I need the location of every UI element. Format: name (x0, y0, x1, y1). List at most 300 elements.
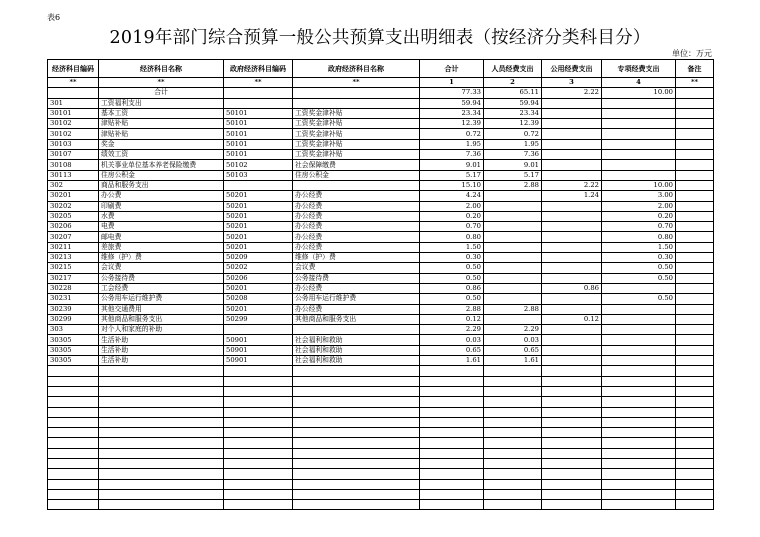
table-cell: 2.29 (420, 325, 484, 335)
table-cell (293, 489, 420, 499)
table-cell (99, 366, 224, 376)
table-cell (676, 232, 714, 242)
table-cell: 住房公积金 (293, 170, 420, 180)
table-row (48, 314, 714, 324)
table-cell (420, 458, 484, 468)
table-cell: 12.39 (484, 119, 542, 129)
table-cell (602, 438, 676, 448)
table-cell (48, 397, 99, 407)
col-header-econ-name: 经济科目名称 (99, 60, 224, 78)
table-cell (293, 479, 420, 489)
table-cell (542, 150, 602, 160)
table-cell: 50101 (224, 139, 293, 149)
table-cell (676, 386, 714, 396)
table-cell (484, 479, 542, 489)
table-row (48, 304, 714, 314)
col-header-remark: 备注 (676, 60, 714, 78)
table-cell: 50299 (224, 314, 293, 324)
table-cell: 工资奖金津补贴 (293, 108, 420, 118)
table-cell (676, 397, 714, 407)
table-cell: 0.50 (602, 294, 676, 304)
table-cell (542, 458, 602, 468)
table-cell (420, 397, 484, 407)
table-cell (676, 458, 714, 468)
table-cell: 印刷费 (99, 201, 224, 211)
table-cell: 办公经费 (293, 222, 420, 232)
table-cell (602, 98, 676, 108)
table-cell: 0.50 (420, 273, 484, 283)
table-cell (484, 273, 542, 283)
table-cell (484, 458, 542, 468)
table-cell (676, 407, 714, 417)
table-cell: 50901 (224, 356, 293, 366)
table-cell (484, 294, 542, 304)
table-cell (99, 489, 224, 499)
table-row (48, 376, 714, 386)
budget-table (47, 59, 714, 510)
table-cell: 0.65 (420, 345, 484, 355)
table-cell: 30202 (48, 201, 99, 211)
table-cell (602, 500, 676, 510)
table-cell (99, 386, 224, 396)
table-cell: 30299 (48, 314, 99, 324)
table-cell (484, 428, 542, 438)
table-row (48, 397, 714, 407)
table-cell (420, 489, 484, 499)
table-cell (676, 263, 714, 273)
table-cell (676, 160, 714, 170)
table-cell: 50102 (224, 160, 293, 170)
table-cell: 30211 (48, 242, 99, 252)
table-cell (224, 366, 293, 376)
table-cell: 社会福利和救助 (293, 345, 420, 355)
total-row (48, 88, 714, 98)
table-cell: 50201 (224, 283, 293, 293)
table-cell: 0.50 (602, 263, 676, 273)
table-cell (542, 129, 602, 139)
table-cell: 基本工资 (99, 108, 224, 118)
table-cell (676, 304, 714, 314)
table-row (48, 180, 714, 190)
table-cell (676, 325, 714, 335)
table-cell (602, 386, 676, 396)
table-cell (676, 283, 714, 293)
table-cell: 2.29 (484, 325, 542, 335)
table-cell: 30305 (48, 335, 99, 345)
table-cell (602, 428, 676, 438)
table-cell (420, 407, 484, 417)
table-cell (676, 180, 714, 190)
table-cell: 0.20 (420, 211, 484, 221)
table-cell (676, 489, 714, 499)
table-cell: 商品和服务支出 (99, 180, 224, 190)
table-cell (484, 397, 542, 407)
table-cell (676, 345, 714, 355)
table-cell: 30231 (48, 294, 99, 304)
table-cell: 50209 (224, 253, 293, 263)
table-row (48, 108, 714, 118)
table-row (48, 469, 714, 479)
table-cell: 30239 (48, 304, 99, 314)
table-cell (542, 119, 602, 129)
table-cell (676, 335, 714, 345)
table-cell (293, 417, 420, 427)
table-cell (542, 170, 602, 180)
table-cell: 对个人和家庭的补助 (99, 325, 224, 335)
col-header-special: 专项经费支出 (602, 60, 676, 78)
table-cell (542, 489, 602, 499)
table-cell (224, 500, 293, 510)
table-cell (676, 448, 714, 458)
table-cell (676, 211, 714, 221)
table-cell: 维修（护）费 (293, 253, 420, 263)
table-cell (224, 438, 293, 448)
table-cell (542, 325, 602, 335)
table-cell: 10.00 (602, 180, 676, 190)
table-row (48, 232, 714, 242)
table-cell: 工资奖金津补贴 (293, 129, 420, 139)
table-cell (676, 242, 714, 252)
table-cell (676, 356, 714, 366)
table-cell: 2.88 (484, 180, 542, 190)
table-cell (676, 253, 714, 263)
table-row (48, 253, 714, 263)
table-cell: 办公费 (99, 191, 224, 201)
table-cell: 办公经费 (293, 201, 420, 211)
table-cell: 50101 (224, 119, 293, 129)
table-cell (676, 294, 714, 304)
table-cell: 5.17 (484, 170, 542, 180)
table-cell (99, 469, 224, 479)
table-cell: ** (99, 78, 224, 88)
table-cell: 0.12 (420, 314, 484, 324)
sheet-tag: 表6 (47, 13, 61, 22)
table-cell: 12.39 (420, 119, 484, 129)
table-cell (484, 438, 542, 448)
table-cell (484, 253, 542, 263)
table-cell: 30217 (48, 273, 99, 283)
table-cell (99, 448, 224, 458)
table-cell (420, 479, 484, 489)
table-cell (676, 469, 714, 479)
table-cell (676, 479, 714, 489)
table-cell: 办公经费 (293, 211, 420, 221)
table-row (48, 366, 714, 376)
table-cell: 0.30 (420, 253, 484, 263)
table-cell (484, 263, 542, 273)
table-cell (420, 376, 484, 386)
table-cell (224, 458, 293, 468)
table-row (48, 448, 714, 458)
table-cell: 2.88 (484, 304, 542, 314)
table-cell: ** (48, 78, 99, 88)
table-cell (602, 170, 676, 180)
table-cell (676, 129, 714, 139)
table-cell: 50101 (224, 129, 293, 139)
table-cell: 59.94 (420, 98, 484, 108)
table-cell: 0.70 (602, 222, 676, 232)
table-cell: 公务用车运行维护费 (99, 294, 224, 304)
table-cell (293, 448, 420, 458)
table-cell (48, 500, 99, 510)
table-cell (484, 366, 542, 376)
header-row (48, 60, 714, 78)
table-cell (293, 397, 420, 407)
table-cell: 50201 (224, 191, 293, 201)
table-cell (484, 448, 542, 458)
table-cell: 50103 (224, 170, 293, 180)
table-cell (542, 386, 602, 396)
table-cell (224, 407, 293, 417)
table-cell (484, 242, 542, 252)
table-cell: 社会保障缴费 (293, 160, 420, 170)
table-cell (99, 438, 224, 448)
table-cell: 机关事业单位基本养老保险缴费 (99, 160, 224, 170)
table-cell: 0.86 (420, 283, 484, 293)
table-cell (542, 263, 602, 273)
table-row (48, 407, 714, 417)
table-cell: 工资奖金津补贴 (293, 150, 420, 160)
col-header-econ-code: 经济科目编码 (48, 60, 99, 78)
table-cell (99, 417, 224, 427)
table-cell (676, 500, 714, 510)
table-cell (99, 397, 224, 407)
table-cell (602, 345, 676, 355)
table-cell (542, 397, 602, 407)
table-cell (602, 314, 676, 324)
table-cell: 1.61 (420, 356, 484, 366)
table-cell (542, 232, 602, 242)
table-cell (420, 448, 484, 458)
table-cell (676, 222, 714, 232)
table-cell: 50901 (224, 345, 293, 355)
table-cell: 津贴补贴 (99, 119, 224, 129)
table-cell: 1.61 (484, 356, 542, 366)
table-cell (293, 469, 420, 479)
table-cell: 30103 (48, 139, 99, 149)
table-cell (602, 407, 676, 417)
table-cell: 303 (48, 325, 99, 335)
table-cell (602, 417, 676, 427)
table-cell: 50201 (224, 242, 293, 252)
table-cell (676, 314, 714, 324)
table-cell: 30228 (48, 283, 99, 293)
table-cell (484, 201, 542, 211)
table-cell: 0.03 (420, 335, 484, 345)
table-row (48, 458, 714, 468)
table-cell: 50201 (224, 201, 293, 211)
table-cell (484, 417, 542, 427)
table-cell: ** (293, 78, 420, 88)
table-cell (99, 428, 224, 438)
table-cell (542, 448, 602, 458)
table-cell: 30101 (48, 108, 99, 118)
table-cell (542, 345, 602, 355)
table-cell (420, 366, 484, 376)
table-cell (484, 376, 542, 386)
table-cell (224, 469, 293, 479)
table-cell (542, 438, 602, 448)
table-cell (484, 232, 542, 242)
table-cell: 0.03 (484, 335, 542, 345)
table-cell (602, 356, 676, 366)
table-cell (542, 479, 602, 489)
table-cell: 9.01 (420, 160, 484, 170)
table-cell (293, 458, 420, 468)
table-cell (48, 438, 99, 448)
table-cell: 65.11 (484, 88, 542, 98)
table-cell (420, 428, 484, 438)
table-cell: 会议费 (99, 263, 224, 273)
table-cell: 工资奖金津补贴 (293, 119, 420, 129)
table-cell: 2.22 (542, 180, 602, 190)
table-cell (542, 253, 602, 263)
table-cell (99, 376, 224, 386)
table-cell: 302 (48, 180, 99, 190)
table-cell: 0.50 (420, 263, 484, 273)
table-cell: 30102 (48, 119, 99, 129)
table-cell: 2.00 (420, 201, 484, 211)
col-header-public: 公用经费支出 (542, 60, 602, 78)
table-cell: 1.95 (420, 139, 484, 149)
table-cell (676, 191, 714, 201)
table-row (48, 428, 714, 438)
table-row (48, 150, 714, 160)
table-cell: 1.95 (484, 139, 542, 149)
table-cell (293, 366, 420, 376)
table-cell (48, 88, 99, 98)
table-cell (676, 428, 714, 438)
table-cell: 30207 (48, 232, 99, 242)
table-cell (676, 376, 714, 386)
table-cell: 0.65 (484, 345, 542, 355)
table-cell: 0.86 (542, 283, 602, 293)
table-cell: 1.24 (542, 191, 602, 201)
table-cell: 30215 (48, 263, 99, 273)
table-cell (676, 201, 714, 211)
table-cell (48, 428, 99, 438)
table-cell: 差旅费 (99, 242, 224, 252)
table-cell: 生活补助 (99, 356, 224, 366)
table-cell: 30113 (48, 170, 99, 180)
table-row (48, 160, 714, 170)
table-cell: 50201 (224, 232, 293, 242)
table-cell (48, 366, 99, 376)
table-cell (293, 386, 420, 396)
table-cell: 30201 (48, 191, 99, 201)
table-cell: 0.80 (420, 232, 484, 242)
table-cell (293, 376, 420, 386)
table-cell (602, 150, 676, 160)
table-cell (48, 448, 99, 458)
table-cell (484, 222, 542, 232)
table-cell: 工资奖金津补贴 (293, 139, 420, 149)
index-row (48, 78, 714, 88)
table-cell: 30107 (48, 150, 99, 160)
table-row (48, 139, 714, 149)
table-cell (99, 479, 224, 489)
table-cell: 2.22 (542, 88, 602, 98)
table-row (48, 211, 714, 221)
table-cell: 0.50 (602, 273, 676, 283)
table-cell (224, 479, 293, 489)
table-cell (602, 469, 676, 479)
table-cell (676, 108, 714, 118)
table-cell (676, 139, 714, 149)
col-header-personnel: 人员经费支出 (484, 60, 542, 78)
table-row (48, 119, 714, 129)
table-cell (293, 180, 420, 190)
table-cell: 77.33 (420, 88, 484, 98)
table-cell: 公务接待费 (293, 273, 420, 283)
table-cell: 15.10 (420, 180, 484, 190)
table-cell (420, 438, 484, 448)
table-cell (676, 98, 714, 108)
table-cell: 23.34 (420, 108, 484, 118)
table-cell (484, 469, 542, 479)
table-cell: 水费 (99, 211, 224, 221)
table-cell (542, 98, 602, 108)
table-cell (484, 489, 542, 499)
table-cell: 50101 (224, 108, 293, 118)
table-cell (293, 88, 420, 98)
table-cell: 301 (48, 98, 99, 108)
table-cell: 50201 (224, 304, 293, 314)
table-row (48, 283, 714, 293)
table-cell: 工会经费 (99, 283, 224, 293)
table-cell: 生活补助 (99, 335, 224, 345)
table-cell: 4 (602, 78, 676, 88)
table-cell: 2 (484, 78, 542, 88)
table-cell: ** (676, 78, 714, 88)
table-cell (484, 283, 542, 293)
table-cell: 1.50 (602, 242, 676, 252)
table-cell (99, 500, 224, 510)
table-cell (602, 489, 676, 499)
table-cell (224, 428, 293, 438)
table-cell: 公务用车运行维护费 (293, 294, 420, 304)
table-cell (293, 407, 420, 417)
table-cell: 7.36 (420, 150, 484, 160)
table-cell (224, 180, 293, 190)
table-cell (676, 366, 714, 376)
table-row (48, 191, 714, 201)
table-cell (224, 98, 293, 108)
page-title: 2019年部门综合预算一般公共预算支出明细表（按经济分类科目分） (109, 28, 651, 48)
col-header-gov-code: 政府经济科目编码 (224, 60, 293, 78)
table-cell (224, 489, 293, 499)
table-cell: 23.34 (484, 108, 542, 118)
table-cell (676, 88, 714, 98)
table-cell: 30102 (48, 129, 99, 139)
table-cell: 生活补助 (99, 345, 224, 355)
table-cell: 其他商品和服务支出 (293, 314, 420, 324)
col-header-total: 合计 (420, 60, 484, 78)
table-cell: 30213 (48, 253, 99, 263)
table-cell: 办公经费 (293, 232, 420, 242)
table-row (48, 273, 714, 283)
table-cell (602, 119, 676, 129)
table-body (48, 78, 714, 510)
table-cell (542, 500, 602, 510)
table-cell: 维修（护）费 (99, 253, 224, 263)
table-cell: 50206 (224, 273, 293, 283)
table-cell (602, 129, 676, 139)
table-cell: 社会福利和救助 (293, 335, 420, 345)
table-cell: 社会福利和救助 (293, 356, 420, 366)
table-row (48, 356, 714, 366)
table-cell (224, 417, 293, 427)
